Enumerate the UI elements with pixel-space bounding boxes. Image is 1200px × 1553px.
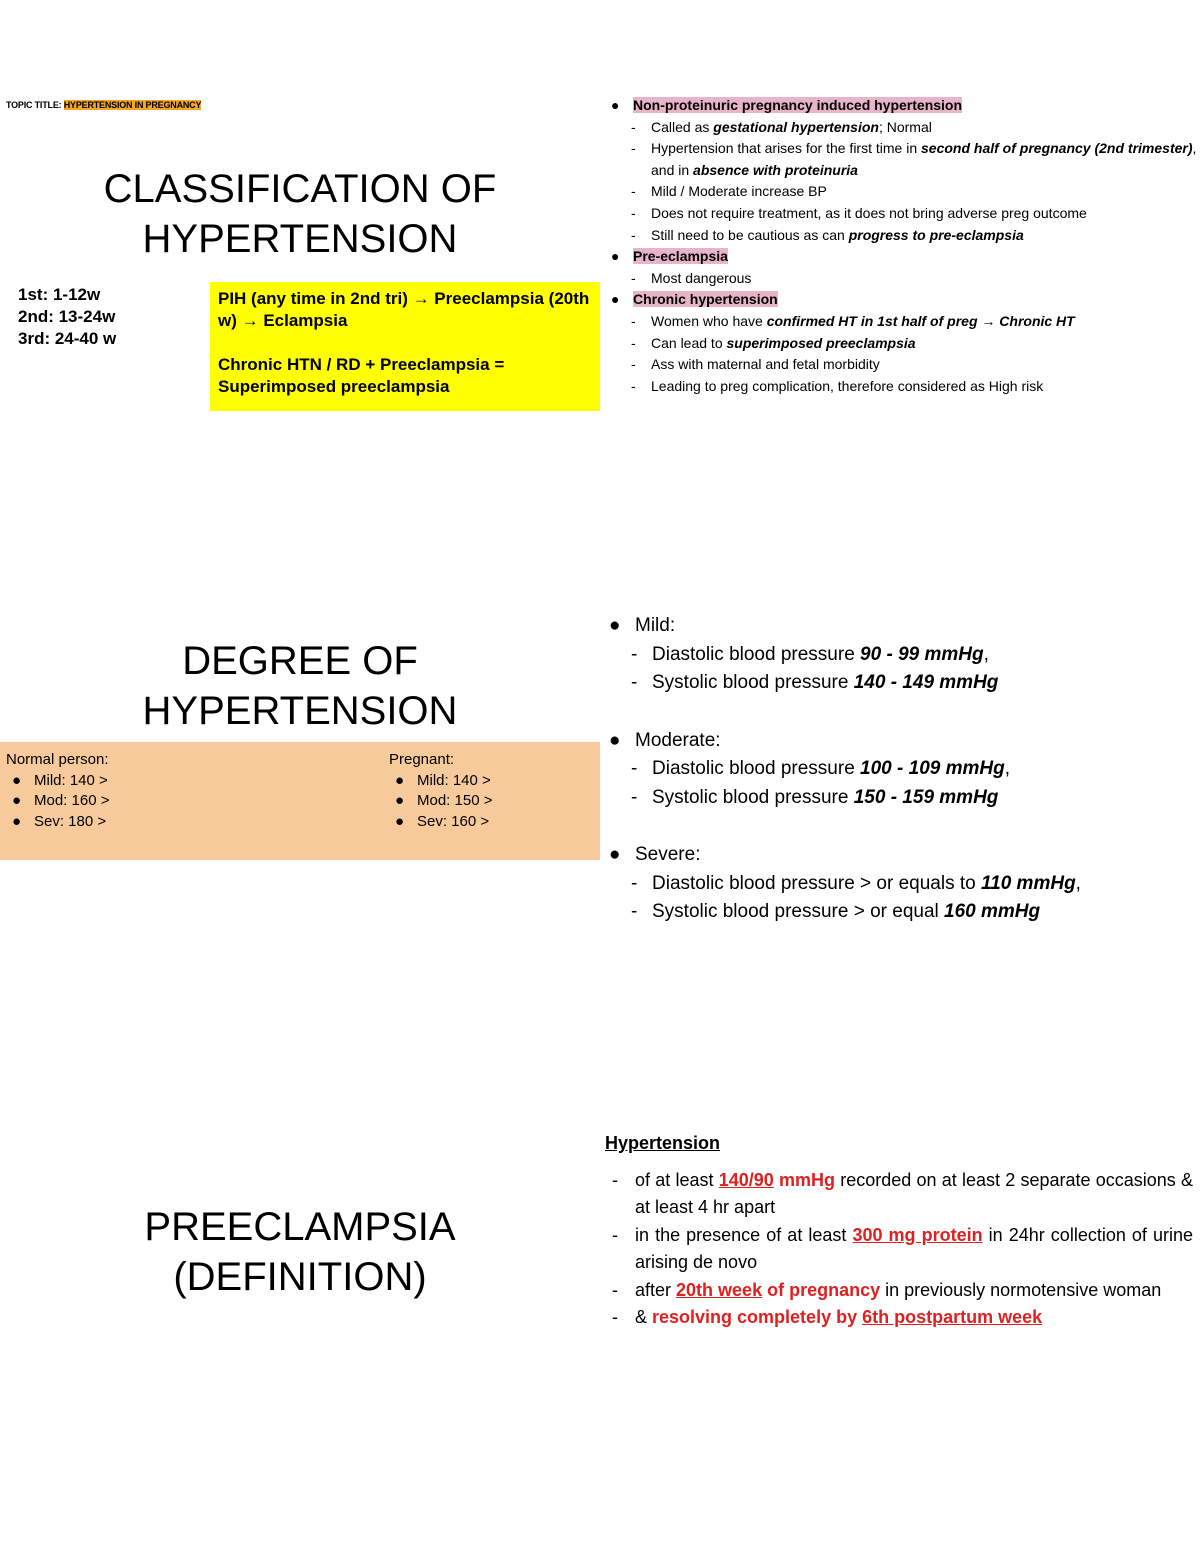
bullet-icon: ● xyxy=(12,812,22,830)
detail-line: - Ass with maternal and fetal morbidity xyxy=(631,356,880,373)
classification-title: CLASSIFICATION OF HYPERTENSION xyxy=(103,167,497,261)
detail-line: - Systolic blood pressure 140 - 149 mmHg xyxy=(631,672,999,693)
degree-list xyxy=(605,612,1197,927)
topic-title xyxy=(6,100,201,110)
bullet-icon: ● xyxy=(12,792,22,809)
detail-line: - Hypertension that arises for the first time in second half of pregnancy (2nd trimester), and in absence with proteinuria xyxy=(631,140,1197,178)
pregnant-item: ● Mod: 150 > xyxy=(389,791,492,812)
criterion-resolution: - & resolving completely by 6th postpartum week xyxy=(612,1307,1043,1327)
bullet-icon: ● xyxy=(395,771,405,789)
bullet-icon: ● xyxy=(609,615,621,636)
degree-severe: ● Severe: xyxy=(605,841,1197,870)
superimposed-definition: Chronic HTN / RD + Preeclampsia = Superimposed preeclampsia xyxy=(218,355,505,396)
detail-line: - Leading to preg complication, therefore considered as High risk xyxy=(631,377,1044,394)
trimester-3: 3rd: 24-40 w xyxy=(18,329,117,348)
bullet-icon: ● xyxy=(395,812,405,830)
normal-person-column xyxy=(6,750,109,832)
pih-summary-box xyxy=(210,282,600,411)
topic-label: TOPIC TITLE: xyxy=(6,100,62,110)
preeclampsia-title: PREECLAMPSIA (DEFINITION) xyxy=(144,1205,456,1299)
trimester-list xyxy=(18,284,116,350)
detail-line: - Women who have confirmed HT in 1st half of preg → Chronic HT xyxy=(631,312,1075,329)
degree-moderate: ● Moderate: xyxy=(605,727,1197,756)
criterion-timing: - after 20th week of pregnancy in previously normotensive woman xyxy=(612,1279,1162,1300)
pregnant-column xyxy=(389,750,492,832)
bullet-icon: ● xyxy=(12,771,22,789)
detail-line: - Still need to be cautious as can progress to pre-eclampsia xyxy=(631,226,1024,243)
degree-title: DEGREE OF HYPERTENSION xyxy=(142,639,458,733)
bullet-icon: ● xyxy=(609,729,621,751)
normal-item: ● Mod: 160 > xyxy=(6,791,109,812)
normal-heading: Normal person: xyxy=(6,751,109,768)
threshold-comparison-box xyxy=(0,742,600,860)
detail-line: - Diastolic blood pressure 100 - 109 mmHg, xyxy=(631,758,1011,779)
bullet-icon: ● xyxy=(395,792,405,809)
detail-line: - Diastolic blood pressure > or equals to 110 mmHg, xyxy=(631,872,1081,894)
pih-progression: PIH (any time in 2nd tri) → Preeclampsia (20th w) → Eclampsia xyxy=(218,289,590,330)
topic-value: HYPERTENSION IN PREGNANCY xyxy=(63,100,202,110)
pregnant-heading: Pregnant: xyxy=(389,751,455,768)
definition-heading: Hypertension xyxy=(605,1133,721,1153)
detail-line: - Systolic blood pressure > or equal 160 mmHg xyxy=(631,901,1041,922)
degree-mild: ● Mild: xyxy=(605,612,1197,641)
bullet-icon: ● xyxy=(611,97,620,113)
criterion-protein: - in the presence of at least 300 mg protein in 24hr collection of urine arising de novo xyxy=(612,1224,1193,1272)
trimester-2: 2nd: 13-24w xyxy=(18,307,116,326)
bullet-icon: ● xyxy=(611,248,620,265)
pregnant-item: ● Mild: 140 > xyxy=(389,771,492,792)
criterion-bp: - of at least 140/90 mmHg recorded on at least 2 separate occasions & at least 4 hr apart xyxy=(612,1169,1193,1217)
detail-line: - Can lead to superimposed preeclampsia xyxy=(631,334,916,351)
detail-line: - Most dangerous xyxy=(631,269,752,286)
detail-line: - Diastolic blood pressure 90 - 99 mmHg, xyxy=(631,643,989,665)
detail-line: - Called as gestational hypertension; Normal xyxy=(631,118,932,135)
normal-item: ● Sev: 180 > xyxy=(6,812,109,833)
preeclampsia-definition xyxy=(605,1130,1193,1332)
bullet-icon: ● xyxy=(611,291,620,308)
classification-list xyxy=(605,95,1197,397)
category-preeclampsia: ● Pre-eclampsia xyxy=(605,246,1197,268)
bullet-icon: ● xyxy=(609,844,621,865)
category-chronic: ● Chronic hypertension xyxy=(605,289,1197,311)
detail-line: - Mild / Moderate increase BP xyxy=(631,183,827,200)
trimester-1: 1st: 1-12w xyxy=(18,285,101,304)
pregnant-item: ● Sev: 160 > xyxy=(389,812,492,833)
detail-line: - Systolic blood pressure 150 - 159 mmHg xyxy=(631,786,999,808)
normal-item: ● Mild: 140 > xyxy=(6,771,109,792)
detail-line: - Does not require treatment, as it does not bring adverse preg outcome xyxy=(631,204,1087,221)
category-nonproteinuric: ● Non-proteinuric pregnancy induced hypertension xyxy=(605,95,1197,117)
